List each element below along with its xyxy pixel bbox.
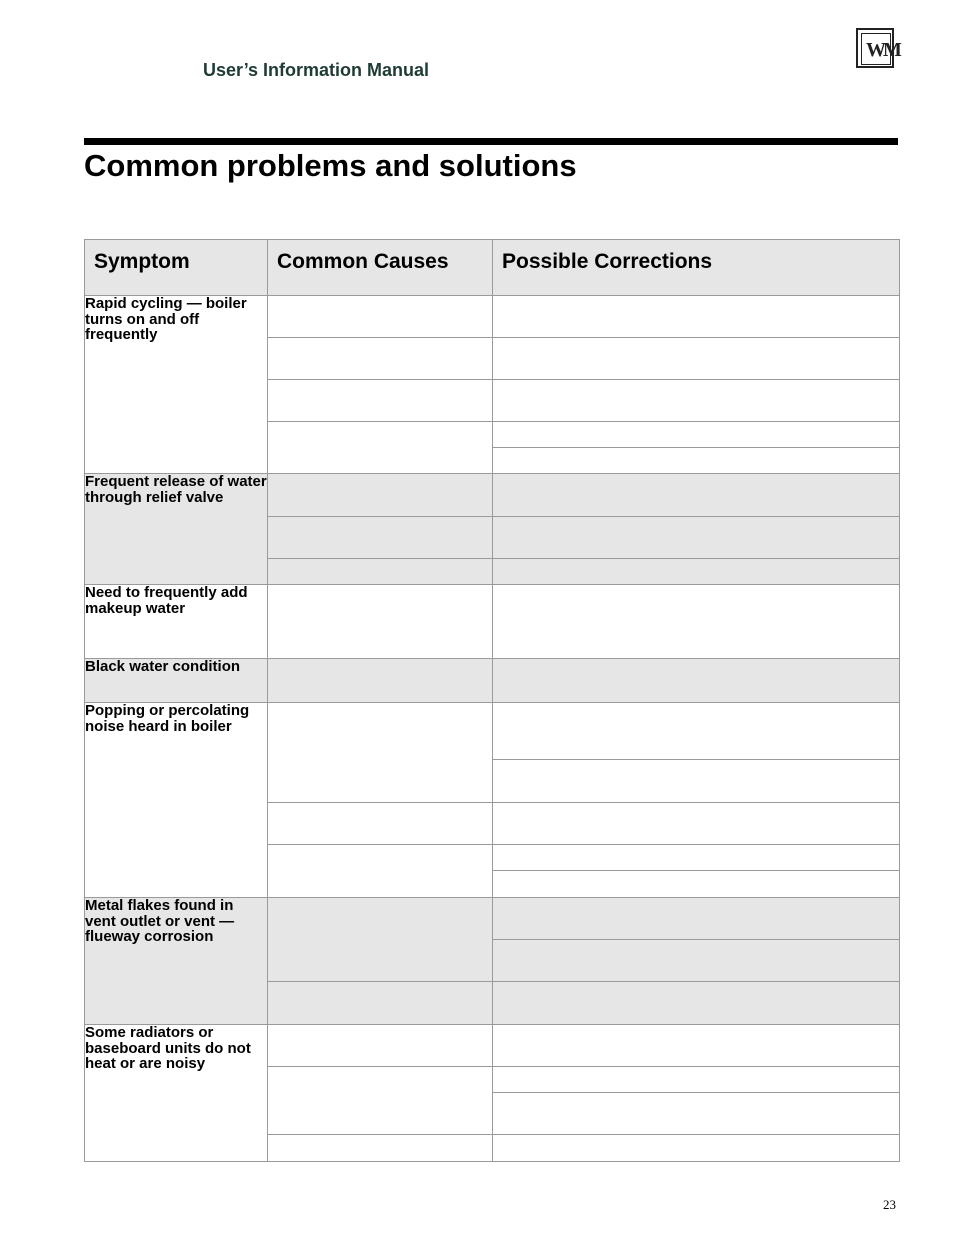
correction-cell: [493, 296, 900, 338]
correction-cell: [493, 982, 900, 1025]
correction-cell: [493, 585, 900, 659]
cause-cell: [268, 1135, 493, 1162]
correction-cell: [493, 474, 900, 517]
cause-cell: [268, 422, 493, 474]
title-rule: [84, 138, 898, 145]
table-row: [85, 898, 900, 940]
correction-cell: [493, 1067, 900, 1093]
symptom-cell: Black water condition: [85, 659, 268, 703]
page-title: Common problems and solutions: [84, 148, 577, 183]
correction-cell: [493, 898, 900, 940]
table-row: [85, 474, 900, 517]
correction-cell: [493, 1025, 900, 1067]
cause-cell: [268, 338, 493, 380]
symptom-cell: Frequent release of water through relief valve: [85, 474, 268, 585]
correction-cell: [493, 760, 900, 803]
correction-cell: [493, 559, 900, 585]
problems-table: [84, 239, 900, 1162]
cause-cell: [268, 296, 493, 338]
cause-cell: [268, 982, 493, 1025]
symptom-cell: Metal flakes found in vent outlet or vent — flueway corrosion: [85, 898, 268, 1025]
table-row: [85, 1025, 900, 1067]
cause-cell: [268, 517, 493, 559]
table-row: [85, 703, 900, 760]
cause-cell: [268, 474, 493, 517]
table-row: [85, 296, 900, 338]
cause-cell: [268, 380, 493, 422]
cause-cell: [268, 659, 493, 703]
cause-cell: [268, 803, 493, 845]
correction-cell: [493, 845, 900, 871]
correction-cell: [493, 803, 900, 845]
correction-cell: [493, 338, 900, 380]
header-possible-corrections: Possible Corrections: [493, 240, 900, 296]
header-manual-title: User’s Information Manual: [203, 60, 430, 80]
logo-text: WM: [866, 39, 899, 61]
table-row: [85, 659, 900, 703]
correction-cell: [493, 659, 900, 703]
correction-cell: [493, 517, 900, 559]
header-symptom: Symptom: [85, 240, 268, 296]
correction-cell: [493, 448, 900, 474]
table-row: [85, 585, 900, 659]
cause-cell: [268, 585, 493, 659]
table-header-row: [85, 240, 900, 296]
correction-cell: [493, 871, 900, 898]
correction-cell: [493, 422, 900, 448]
cause-cell: [268, 559, 493, 585]
cause-cell: [268, 703, 493, 803]
symptom-cell: Popping or percolating noise heard in boiler: [85, 703, 268, 898]
cause-cell: [268, 1025, 493, 1067]
correction-cell: [493, 380, 900, 422]
correction-cell: [493, 1135, 900, 1162]
cause-cell: [268, 1067, 493, 1135]
page-number: 23: [883, 1197, 896, 1212]
symptom-cell: Need to frequently add makeup water: [85, 585, 268, 659]
correction-cell: [493, 703, 900, 760]
cause-cell: [268, 898, 493, 982]
symptom-cell: Some radiators or baseboard units do not heat or are noisy: [85, 1025, 268, 1162]
wm-logo: [856, 28, 899, 68]
header-common-causes: Common Causes: [268, 240, 493, 296]
correction-cell: [493, 940, 900, 982]
correction-cell: [493, 1093, 900, 1135]
cause-cell: [268, 845, 493, 898]
symptom-cell: Rapid cycling — boiler turns on and off frequently: [85, 296, 268, 474]
